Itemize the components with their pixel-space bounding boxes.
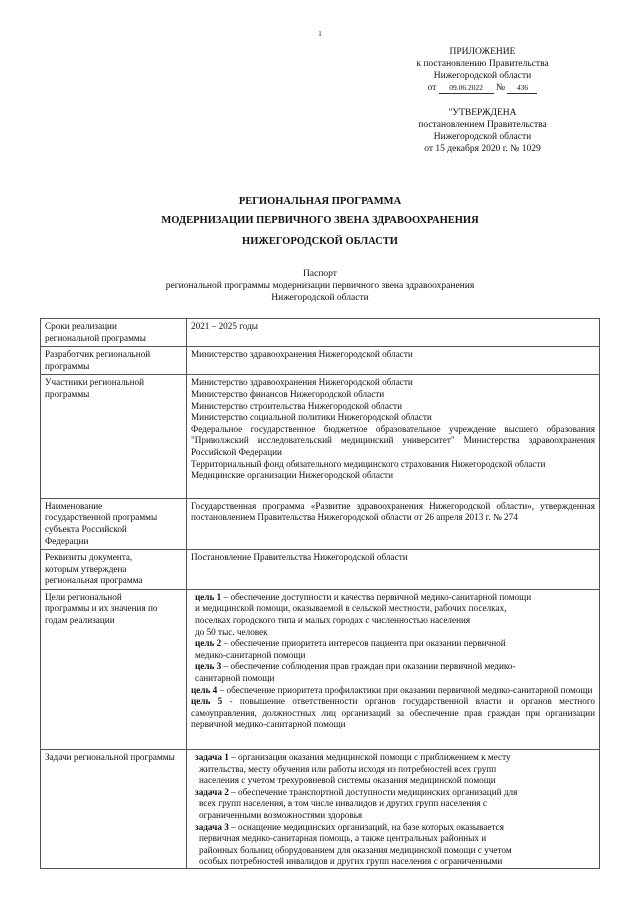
table-row xyxy=(41,589,600,749)
approved-line: Нижегородской области xyxy=(433,132,532,142)
approved-title: "УТВЕРЖДЕНА xyxy=(448,108,517,118)
passport-table xyxy=(40,318,600,869)
participant: Территориальный фонд обязательного медицинского страхования Нижегородской области xyxy=(191,458,546,469)
goal-5: цель 5 - повышение ответственности органов государственной власти и органов местного самоуправления, должностных лиц организаций за обеспечение прав граждан при организации первичной медико-санитарной помощи xyxy=(191,696,595,730)
participant: Министерство здравоохранения Нижегородской области xyxy=(191,377,413,388)
appendix-date-line xyxy=(365,82,600,94)
approved-line: постановлением Правительства xyxy=(418,120,547,130)
participant: Федеральное государственное бюджетное образовательное учреждение высшего образования "Приволжский исследовательский медицинский университет" Министерства здравоохранения Российской Федерации xyxy=(191,423,595,457)
task-1: задача 1 – организация оказания медицинской помощи с приближением к месту жительства, месту обучения или работы исходя из потребностей всех групп населения с учетом трехуровневой системы оказания медицинской помощи xyxy=(195,752,511,786)
appendix-title: ПРИЛОЖЕНИЕ xyxy=(449,47,516,57)
program-region: НИЖЕГОРОДСКОЙ ОБЛАСТИ xyxy=(242,236,398,247)
number-prefix: № xyxy=(496,83,506,93)
appendix-block xyxy=(365,46,600,94)
passport-line: региональной программы модернизации первичного звена здравоохранения xyxy=(165,281,475,291)
goal-1: цель 1 – обеспечение доступности и качества первичной медико-санитарной помощи и медицинской помощи, оказываемой в сельской местности, рабочих поселках, поселках городского типа и малых городах с численностью населения до 50 тыс. человек xyxy=(195,591,532,637)
table-row xyxy=(41,375,600,498)
program-title: РЕГИОНАЛЬНАЯ ПРОГРАММА xyxy=(238,196,402,207)
row-value: Постановление Правительства Нижегородской области xyxy=(187,550,600,590)
participant: Министерство строительства Нижегородской области xyxy=(191,400,402,411)
table-row xyxy=(41,319,600,347)
goal-4: цель 4 – обеспечение приоритета профилактики при оказании первичной медико-санитарной помощи xyxy=(191,684,593,695)
appendix-number: 436 xyxy=(507,83,537,94)
page-number: 1 xyxy=(318,30,322,38)
approved-block xyxy=(365,107,600,155)
participant: Медицинские организации Нижегородской области xyxy=(191,470,393,481)
participant: Министерство социальной политики Нижегородской области xyxy=(191,412,432,423)
row-value xyxy=(187,750,600,869)
goal-3: цель 3 – обеспечение соблюдения прав граждан при оказании первичной медико- санитарной помощи xyxy=(195,661,516,684)
participant: Министерство финансов Нижегородской области xyxy=(191,388,385,399)
row-label: Наименование государственной программы субъекта Российской Федерации xyxy=(41,498,187,549)
table-row xyxy=(41,750,600,869)
appendix-date: 09.06.2022 xyxy=(439,83,494,94)
table-row xyxy=(41,347,600,375)
row-value: Государственная программа «Развитие здравоохранения Нижегородской области», утвержденная постановлением Правительства Нижегородской области от 26 апреля 2013 г. № 274 xyxy=(187,498,600,549)
goal-2: цель 2 – обеспечение приоритета интересов пациента при оказании первичной медико-санитарной помощи xyxy=(195,638,506,660)
row-value xyxy=(187,375,600,498)
row-value xyxy=(187,589,600,749)
date-prefix: от xyxy=(427,83,437,93)
row-label: Задачи региональной программы xyxy=(41,750,187,869)
passport-line: Нижегородской области xyxy=(271,293,369,303)
table-row xyxy=(41,550,600,590)
row-label: Разработчик региональной программы xyxy=(41,347,187,375)
passport-heading xyxy=(0,268,640,304)
row-label: Участники региональной программы xyxy=(41,375,187,498)
row-value: 2021 – 2025 годы xyxy=(187,319,600,347)
appendix-line: к постановлению Правительства xyxy=(416,59,549,69)
row-label: Реквизиты документа, которым утверждена региональная программа xyxy=(41,550,187,590)
passport-title: Паспорт xyxy=(303,269,337,279)
program-subtitle: МОДЕРНИЗАЦИИ ПЕРВИЧНОГО ЗВЕНА ЗДРАВООХРАНЕНИЯ xyxy=(161,215,479,226)
task-2: задача 2 – обеспечение транспортной доступности медицинских организаций для всех групп населения, в том числе инвалидов и других групп населения с ограниченными возможностями здоровья xyxy=(195,786,518,820)
row-label: Цели региональной программы и их значения по годам реализации xyxy=(41,589,187,749)
table-row xyxy=(41,498,600,549)
approved-date: от 15 декабря 2020 г. № 1029 xyxy=(424,144,541,154)
appendix-line: Нижегородской области xyxy=(433,71,532,81)
task-3: задача 3 – оснащение медицинских организаций, на базе которых оказывается первичная медико-санитарная помощь, а также центральных районных и районных больниц оборудованием для оказания медицинской помощи с учетом особых потребностей инвалидов и других групп населения с ограниченными xyxy=(195,821,512,867)
row-label: Сроки реализации региональной программы xyxy=(41,319,187,347)
row-value: Министерство здравоохранения Нижегородской области xyxy=(187,347,600,375)
